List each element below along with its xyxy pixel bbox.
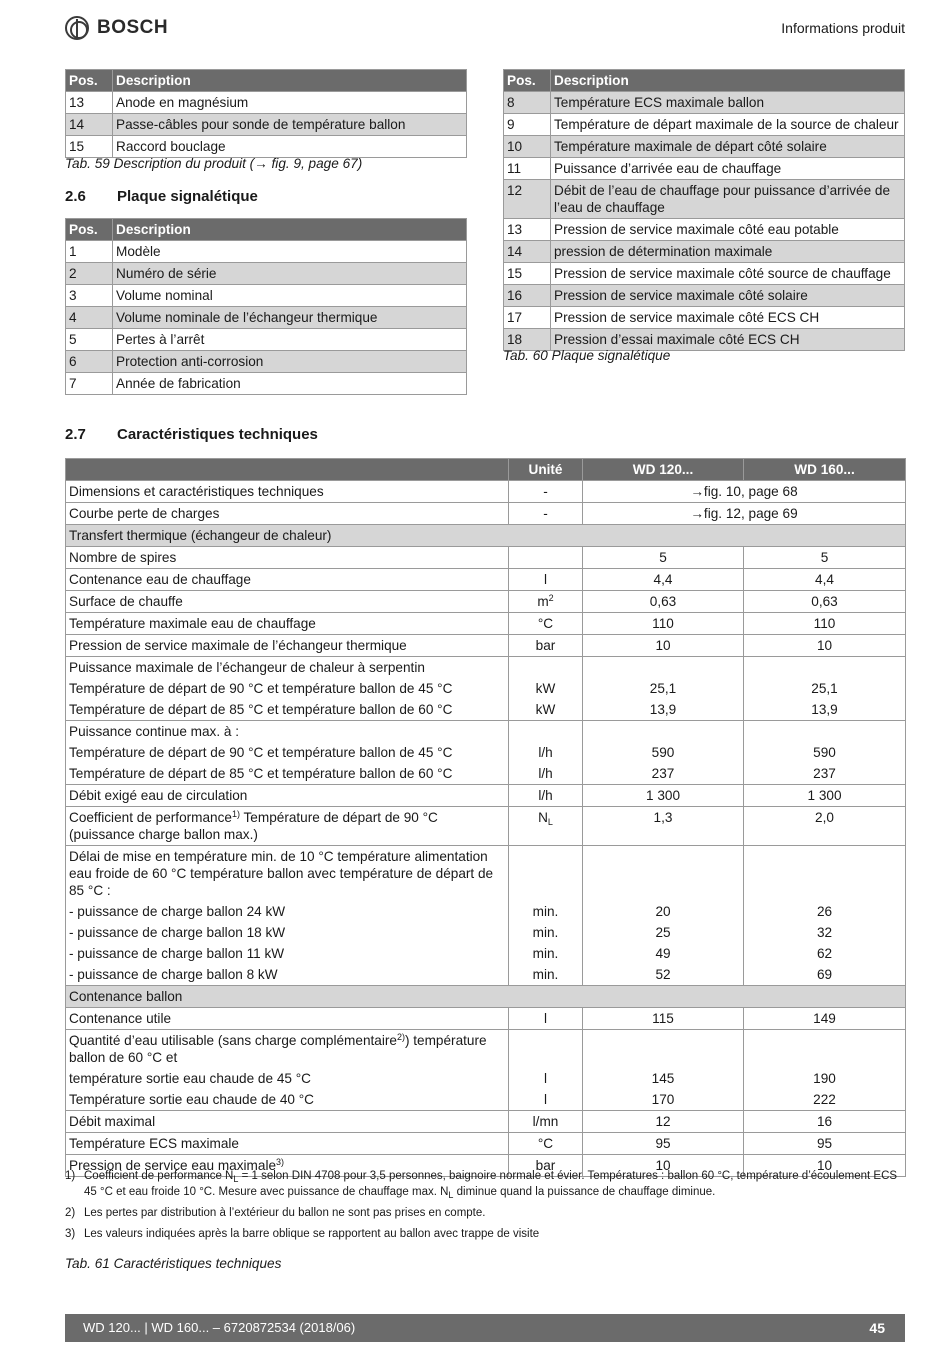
page-header <box>65 16 905 44</box>
footnote: 3) Les valeurs indiquées après la barre oblique se rapportent au ballon avec trappe de visite <box>65 1228 540 1240</box>
table-row: Puissance maximale de l’échangeur de chaleur à serpentin <box>66 657 906 679</box>
col-header-parameter <box>66 459 509 481</box>
table-row: Température de départ de 85 °C et température ballon de 60 °C l/h 237 237 <box>66 763 906 785</box>
table-row: 14 Passe-câbles pour sonde de température ballon <box>66 114 467 136</box>
footnote: 2) Les pertes par distribution à l’extérieur du ballon ne sont pas prises en compte. <box>65 1207 486 1219</box>
table-row: - puissance de charge ballon 8 kW min. 52 69 <box>66 964 906 986</box>
table-row: - puissance de charge ballon 11 kW min. 49 62 <box>66 943 906 964</box>
section-2-6-heading: 2.6 Plaque signalétique <box>65 188 258 205</box>
footnotes <box>65 1168 910 1247</box>
table-row: Surface de chauffe $m^2$ 0,63 0,63 <box>66 591 906 613</box>
table-row: Température ECS maximale °C 95 95 <box>66 1133 906 1155</box>
footer-document-ref: WD 120... | WD 160... – 6720872534 (2018/06) <box>83 1320 356 1335</box>
col-header-description: Description <box>113 70 467 92</box>
table-row: Contenance utile l 115 149 <box>66 1008 906 1030</box>
table-row: Température maximale eau de chauffage °C 110 110 <box>66 613 906 635</box>
table-60-caption: Tab. 60 Plaque signalétique <box>503 348 671 363</box>
page-footer <box>65 1314 905 1342</box>
table-row: Pression de service eau maximale$^{3)}$ bar 10 10 <box>66 1155 906 1177</box>
table-59-caption: Tab. 59 Description du produit (→ fig. 9, page 67) <box>65 156 363 171</box>
table-row: Pression de service maximale de l’échangeur thermique bar 10 10 <box>66 635 906 657</box>
table-row: 1 Modèle <box>66 241 467 263</box>
table-row: 4 Volume nominale de l’échangeur thermique <box>66 307 467 329</box>
col-header-pos: Pos. <box>66 70 113 92</box>
table-plaque-left: Pos. Description 1 Modèle 2 Numéro de série 3 Volume nominal 4 Volume nominale de l’échangeur thermique 5 Pertes à l’arrêt 6 Protection anti-corrosion 7 Année de fabrication <box>65 218 467 395</box>
table-row: 2 Numéro de série <box>66 263 467 285</box>
table-row: 8 Température ECS maximale ballon <box>504 92 905 114</box>
table-row: 16 Pression de service maximale côté solaire <box>504 285 905 307</box>
table-row: 18 Pression d’essai maximale côté ECS CH <box>504 329 905 351</box>
table-row: Température de départ de 90 °C et température ballon de 45 °C kW 25,1 25,1 <box>66 678 906 699</box>
table-row: 17 Pression de service maximale côté ECS CH <box>504 307 905 329</box>
table-row: Débit exigé eau de circulation l/h 1 300 1 300 <box>66 785 906 807</box>
table-row: 7 Année de fabrication <box>66 373 467 395</box>
table-row: 9 Température de départ maximale de la source de chaleur <box>504 114 905 136</box>
table-row: Débit maximal l/mn 12 16 <box>66 1111 906 1133</box>
table-row: 15 Raccord bouclage <box>66 136 467 158</box>
table-row: Courbe perte de charges - →fig. 12, page 69 <box>66 503 906 525</box>
table-row: Dimensions et caractéristiques techniques - →fig. 10, page 68 <box>66 481 906 503</box>
col-header-wd160: WD 160... <box>744 459 906 481</box>
footnote: 1) Coefficient de performance $N_L = 1$ selon DIN 4708 pour 3,5 personnes, baignoire normale et évier. Températures : ballon 60 °C, température d’écoulement ECS 45 °C et eau froide 10 °C. Mesure avec puissance de chauffage max. $N_L$ diminue quand la puissance de chauffage diminue. <box>65 1170 898 1200</box>
table-row: Délai de mise en température min. de 10 °C température alimentation eau froide de 60 °C température ballon avec température de départ de 85 °C : <box>66 846 906 902</box>
table-row: 15 Pression de service maximale côté source de chauffage <box>504 263 905 285</box>
table-row: - puissance de charge ballon 18 kW min. 25 32 <box>66 922 906 943</box>
table-row: 14 pression de détermination maximale <box>504 241 905 263</box>
table-row: 13 Pression de service maximale côté eau potable <box>504 219 905 241</box>
table-row: 10 Température maximale de départ côté solaire <box>504 136 905 158</box>
table-row: 6 Protection anti-corrosion <box>66 351 467 373</box>
section-2-7-heading: 2.7 Caractéristiques techniques <box>65 426 318 443</box>
table-row: Coefficient de performance$^{1)}$ Température de départ de 90 °C (puissance charge ballon max.) $N_L$ 1,3 2,0 <box>66 807 906 846</box>
table-row: Température sortie eau chaude de 40 °C l 170 222 <box>66 1089 906 1111</box>
table-group-row: Contenance ballon <box>66 986 906 1008</box>
bosch-armature-icon <box>65 16 89 40</box>
col-header-wd120: WD 120... <box>583 459 744 481</box>
table-row: température sortie eau chaude de 45 °C l 145 190 <box>66 1068 906 1089</box>
table-row: 11 Puissance d’arrivée eau de chauffage <box>504 158 905 180</box>
fig-reference-link[interactable]: →fig. 12, page 69 <box>583 503 906 525</box>
table-row: 3 Volume nominal <box>66 285 467 307</box>
table-row: 13 Anode en magnésium <box>66 92 467 114</box>
table-61-technical-data <box>65 458 906 1177</box>
table-59 <box>65 69 467 158</box>
table-row: 12 Débit de l’eau de chauffage pour puissance d’arrivée de l’eau de chauffage <box>504 180 905 219</box>
col-header-unit: Unité <box>509 459 583 481</box>
table-row: Nombre de spires 5 5 <box>66 547 906 569</box>
fig-reference-link[interactable]: →fig. 10, page 68 <box>583 481 906 503</box>
table-row: Température de départ de 85 °C et température ballon de 60 °C kW 13,9 13,9 <box>66 699 906 721</box>
table-row: Quantité d’eau utilisable (sans charge complémentaire$^{2)}$) température ballon de 60 °C et <box>66 1030 906 1069</box>
table-row: Puissance continue max. à : <box>66 721 906 743</box>
page-number: 45 <box>869 1320 885 1336</box>
table-61-caption: Tab. 61 Caractéristiques techniques <box>65 1256 282 1271</box>
bosch-logo <box>65 16 168 40</box>
table-60: Pos. Description 8 Température ECS maximale ballon 9 Température de départ maximale de la source de chaleur 10 Température maximale de départ côté solaire 11 Puissance d’arrivée eau de chauffage 12 Débit de l’eau de chauffage pour puissance d’arrivée de l’eau de chauffage 13 Pression de service maximale côté eau potable 14 pression de détermination maximale 15 Pression de service maximale côté source de chauffage 16 Pression de service maximale côté solaire 17 Pression de service maximale côté ECS CH 18 Pression d’essai maximale côté ECS CH <box>503 69 905 351</box>
table-row: - puissance de charge ballon 24 kW min. 20 26 <box>66 901 906 922</box>
table-group-row: Transfert thermique (échangeur de chaleur) <box>66 525 906 547</box>
table-row: 5 Pertes à l’arrêt <box>66 329 467 351</box>
header-section-title: Informations produit <box>781 20 905 36</box>
table-row: Contenance eau de chauffage l 4,4 4,4 <box>66 569 906 591</box>
table-row: Température de départ de 90 °C et température ballon de 45 °C l/h 590 590 <box>66 742 906 763</box>
brand-name: BOSCH <box>97 17 169 38</box>
